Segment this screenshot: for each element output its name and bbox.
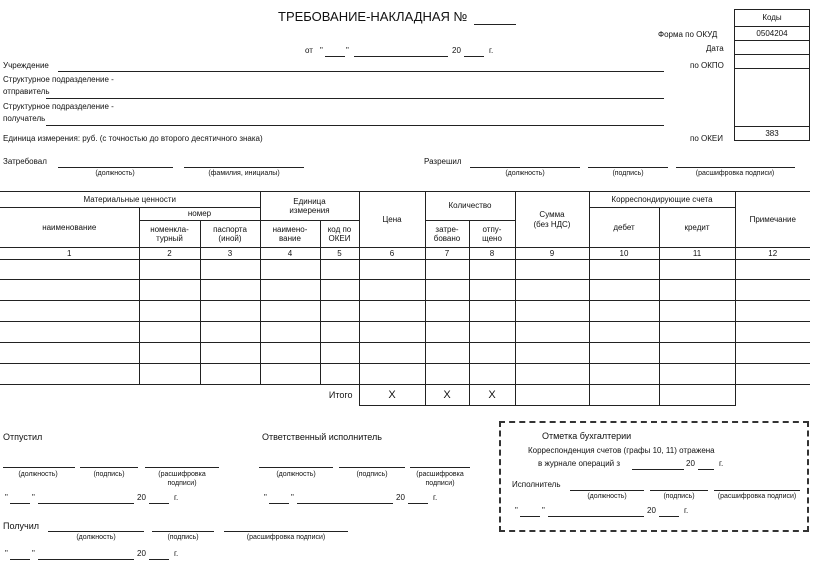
released-position-line bbox=[3, 467, 75, 468]
year-line bbox=[464, 56, 484, 57]
th-price: Цена bbox=[359, 192, 425, 248]
responsible-cap-decoding-1: (расшифровка bbox=[416, 471, 464, 478]
released-quote-open: " bbox=[5, 493, 8, 502]
total-debit bbox=[589, 385, 659, 406]
table-row bbox=[0, 343, 810, 364]
th-released-2: щено bbox=[482, 234, 502, 243]
total-credit bbox=[659, 385, 735, 406]
okud-value: 0504204 bbox=[735, 27, 810, 41]
th-requested bbox=[425, 221, 469, 248]
responsible-month-line bbox=[297, 503, 393, 504]
th-debit: дебет bbox=[589, 208, 659, 248]
th-okei-code-2: ОКЕИ bbox=[328, 234, 351, 243]
total-requested-cross: Х bbox=[425, 385, 469, 406]
released-quote-close: " bbox=[32, 493, 35, 502]
executor-year-line bbox=[659, 516, 679, 517]
requested-label: Затребовал bbox=[3, 157, 47, 166]
okud-label: Форма по ОКУД bbox=[658, 30, 718, 39]
executor-signature-line bbox=[650, 490, 708, 491]
released-year-line bbox=[149, 503, 169, 504]
col-number: 9 bbox=[515, 248, 589, 260]
received-year-suffix: г. bbox=[174, 549, 179, 558]
number-line bbox=[474, 24, 516, 25]
receiver-label-2: получатель bbox=[3, 114, 46, 123]
col-number: 3 bbox=[200, 248, 260, 260]
total-sum bbox=[515, 385, 589, 406]
th-material-values: Материальные ценности bbox=[0, 192, 260, 208]
executor-cap-position: (должность) bbox=[587, 493, 627, 500]
responsible-year-line bbox=[408, 503, 428, 504]
responsible-decoding-line bbox=[410, 467, 470, 468]
received-label: Получил bbox=[3, 521, 39, 531]
responsible-label: Ответственный исполнитель bbox=[262, 432, 382, 442]
title-text: ТРЕБОВАНИЕ-НАКЛАДНАЯ № bbox=[278, 9, 468, 24]
approved-cap-decoding: (расшифровка подписи) bbox=[695, 170, 775, 177]
date-from: от bbox=[305, 46, 313, 55]
sender-line bbox=[46, 98, 664, 99]
col-number: 5 bbox=[320, 248, 359, 260]
date-label: Дата bbox=[706, 44, 724, 53]
th-unit bbox=[260, 192, 359, 221]
received-year-line bbox=[149, 559, 169, 560]
released-year-prefix: 20 bbox=[137, 493, 146, 502]
quote-close: " bbox=[346, 46, 349, 55]
released-cap-decoding-2: подписи) bbox=[167, 480, 197, 487]
executor-year-prefix: 20 bbox=[647, 506, 656, 515]
received-quote-open: " bbox=[5, 549, 8, 558]
released-year-suffix: г. bbox=[174, 493, 179, 502]
th-okei-code-1: код по bbox=[327, 224, 352, 234]
received-position-line bbox=[48, 531, 144, 532]
responsible-signature-line bbox=[339, 467, 405, 468]
th-unit-name-2: вание bbox=[279, 234, 301, 243]
accounting-line2: в журнале операций з bbox=[538, 459, 621, 468]
released-cap-decoding-1: (расшифровка bbox=[158, 471, 206, 478]
th-released bbox=[469, 221, 515, 248]
released-label: Отпустил bbox=[3, 432, 43, 442]
approved-cap-position: (должность) bbox=[505, 170, 545, 177]
okpo-value bbox=[735, 55, 810, 69]
date-value bbox=[735, 41, 810, 55]
th-credit: кредит bbox=[659, 208, 735, 248]
released-month-line bbox=[38, 503, 134, 504]
col-number: 8 bbox=[469, 248, 515, 260]
th-unit-2: измерения bbox=[289, 206, 330, 215]
th-released-1: отпу- bbox=[482, 224, 502, 234]
released-decoding-line bbox=[145, 467, 219, 468]
total-price-cross: Х bbox=[359, 385, 425, 406]
okpo-label: по ОКПО bbox=[690, 61, 724, 70]
page-title bbox=[278, 9, 468, 24]
th-quantity: Количество bbox=[425, 192, 515, 221]
sender-label-1: Структурное подразделение - bbox=[3, 75, 114, 84]
th-unit-name-1: наимено- bbox=[272, 224, 308, 234]
col-number: 7 bbox=[425, 248, 469, 260]
unit-label: Единица измерения: руб. (с точностью до второго десятичного знака) bbox=[3, 134, 263, 143]
received-month-line bbox=[38, 559, 134, 560]
responsible-quote-open: " bbox=[264, 493, 267, 502]
requested-position-line bbox=[58, 167, 173, 168]
okei-value: 383 bbox=[735, 127, 810, 141]
table-row bbox=[0, 260, 810, 280]
receiver-label-1: Структурное подразделение - bbox=[3, 102, 114, 111]
executor-year-suffix: г. bbox=[684, 506, 689, 515]
table-row bbox=[0, 301, 810, 322]
year-suffix: г. bbox=[489, 46, 494, 55]
th-nomenclature-2: турный bbox=[156, 234, 183, 243]
col-number: 10 bbox=[589, 248, 659, 260]
th-number: номер bbox=[139, 208, 260, 221]
accounting-year-line bbox=[698, 469, 714, 470]
accounting-year-prefix: 20 bbox=[686, 459, 695, 468]
executor-decoding-line bbox=[714, 490, 800, 491]
approved-cap-signature: (подпись) bbox=[612, 170, 644, 177]
executor-cap-decoding: (расшифровка подписи) bbox=[717, 493, 797, 500]
executor-label: Исполнитель bbox=[512, 480, 561, 489]
responsible-cap-signature: (подпись) bbox=[356, 471, 388, 478]
th-nomenclature-1: номенкла- bbox=[150, 224, 189, 234]
col-number: 12 bbox=[735, 248, 810, 260]
codes-header: Коды bbox=[735, 10, 810, 27]
codes-empty bbox=[735, 69, 810, 127]
received-decoding-line bbox=[224, 531, 348, 532]
accounting-year-suffix: г. bbox=[719, 459, 724, 468]
th-passport bbox=[200, 221, 260, 248]
accounting-line1: Корреспонденция счетов (графы 10, 11) отражена bbox=[528, 446, 715, 455]
responsible-position-line bbox=[259, 467, 333, 468]
released-signature-line bbox=[80, 467, 138, 468]
th-sum-2: (без НДС) bbox=[533, 219, 571, 229]
executor-quote-close: " bbox=[542, 506, 545, 515]
th-unit-name bbox=[260, 221, 320, 248]
received-signature-line bbox=[152, 531, 214, 532]
th-sum bbox=[515, 192, 589, 248]
released-cap-position: (должность) bbox=[18, 471, 58, 478]
accounting-month-line bbox=[632, 469, 684, 470]
received-cap-signature: (подпись) bbox=[167, 534, 199, 541]
table-row bbox=[0, 322, 810, 343]
executor-month-line bbox=[548, 516, 644, 517]
accounting-title: Отметка бухгалтерии bbox=[542, 431, 632, 441]
th-notes: Примечание bbox=[735, 192, 810, 248]
received-cap-decoding: (расшифровка подписи) bbox=[246, 534, 326, 541]
executor-cap-signature: (подпись) bbox=[663, 493, 695, 500]
requested-cap-fullname: (фамилия, инициалы) bbox=[208, 170, 280, 177]
month-line bbox=[354, 56, 448, 57]
responsible-year-suffix: г. bbox=[433, 493, 438, 502]
codes-table bbox=[734, 9, 810, 141]
total-released-cross: Х bbox=[469, 385, 515, 406]
executor-position-line bbox=[570, 490, 644, 491]
materials-table bbox=[0, 191, 810, 406]
col-number: 11 bbox=[659, 248, 735, 260]
received-cap-position: (должность) bbox=[76, 534, 116, 541]
th-passport-2: (иной) bbox=[218, 234, 242, 243]
responsible-year-prefix: 20 bbox=[396, 493, 405, 502]
institution-line bbox=[58, 71, 664, 72]
col-number: 6 bbox=[359, 248, 425, 260]
requested-name-line bbox=[184, 167, 304, 168]
total-label: Итого bbox=[328, 390, 353, 401]
okei-label: по ОКЕИ bbox=[690, 134, 723, 143]
th-name: наименование bbox=[0, 208, 139, 248]
th-requested-2: бовано bbox=[433, 234, 461, 243]
th-nomenclature bbox=[139, 221, 200, 248]
received-year-prefix: 20 bbox=[137, 549, 146, 558]
col-numbers-row bbox=[0, 248, 810, 260]
col-number: 2 bbox=[139, 248, 200, 260]
th-unit-1: Единица bbox=[293, 196, 326, 206]
year-prefix: 20 bbox=[452, 46, 461, 55]
th-okei-code bbox=[320, 221, 359, 248]
approved-signature-line bbox=[588, 167, 668, 168]
sender-label-2: отправитель bbox=[3, 87, 50, 96]
approved-label: Разрешил bbox=[424, 157, 462, 166]
col-number: 1 bbox=[0, 248, 139, 260]
approved-position-line bbox=[470, 167, 580, 168]
responsible-cap-decoding-2: подписи) bbox=[425, 480, 455, 487]
table-row bbox=[0, 364, 810, 385]
executor-day-line bbox=[520, 516, 540, 517]
responsible-quote-close: " bbox=[291, 493, 294, 502]
th-requested-1: затре- bbox=[435, 224, 459, 234]
approved-decoding-line bbox=[676, 167, 795, 168]
received-day-line bbox=[10, 559, 30, 560]
table-row bbox=[0, 280, 810, 301]
total-row bbox=[0, 385, 810, 406]
responsible-day-line bbox=[269, 503, 289, 504]
executor-quote-open: " bbox=[515, 506, 518, 515]
responsible-cap-position: (должность) bbox=[276, 471, 316, 478]
receiver-line bbox=[46, 125, 664, 126]
col-number: 4 bbox=[260, 248, 320, 260]
th-sum-1: Сумма bbox=[539, 210, 565, 220]
received-quote-close: " bbox=[32, 549, 35, 558]
requested-cap-position: (должность) bbox=[95, 170, 135, 177]
th-corr-accounts: Корреспондирующие счета bbox=[589, 192, 735, 208]
day-line bbox=[325, 56, 345, 57]
institution-label: Учреждение bbox=[3, 61, 49, 70]
quote-open: " bbox=[320, 46, 323, 55]
th-passport-1: паспорта bbox=[213, 224, 247, 234]
released-day-line bbox=[10, 503, 30, 504]
released-cap-signature: (подпись) bbox=[93, 471, 125, 478]
